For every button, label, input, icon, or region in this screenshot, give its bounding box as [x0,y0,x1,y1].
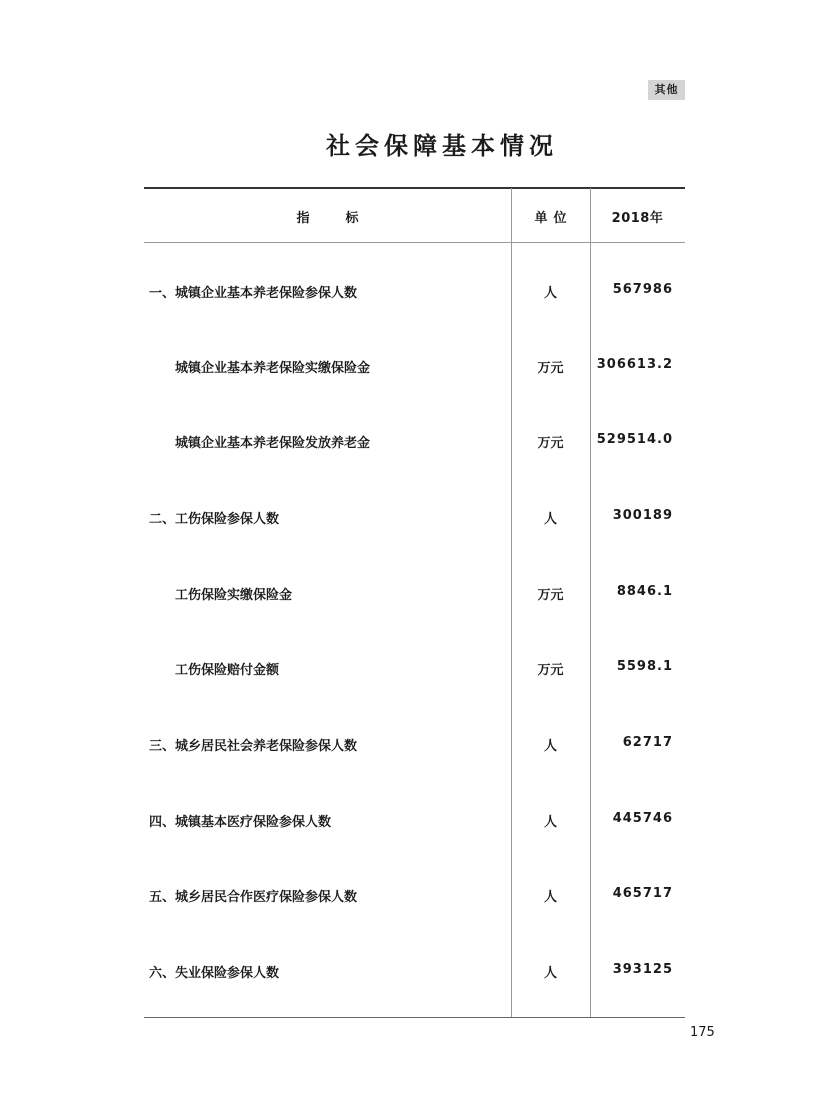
header-unit: 单位 [534,211,573,226]
row-value: 465717 [612,886,673,901]
row-unit: 人 [543,512,557,527]
row-unit: 人 [543,890,557,905]
table-row [144,432,685,452]
section-tag: 其他 [648,80,685,100]
row-unit: 万元 [537,361,564,376]
row-value: 529514.0 [596,432,673,447]
row-value: 5598.1 [616,659,673,674]
table-row [144,584,685,604]
page-number: 175 [690,1025,715,1040]
table-row [144,735,685,755]
row-value: 445746 [612,811,673,826]
row-unit: 人 [543,286,557,301]
row-indicator: 四、城镇基本医疗保险参保人数 [149,815,332,830]
table-bottom-rule [144,1017,685,1018]
row-unit: 人 [543,815,557,830]
row-indicator: 工伤保险赔付金额 [175,663,280,678]
row-indicator: 一、城镇企业基本养老保险参保人数 [149,286,358,301]
table-row [144,962,685,982]
row-value: 393125 [612,962,673,977]
table-top-rule [144,187,685,189]
page-title: 社会保障基本情况 [326,131,558,160]
row-value: 300189 [612,508,673,523]
row-unit: 万元 [537,436,564,451]
row-unit: 万元 [537,663,564,678]
row-indicator: 二、工伤保险参保人数 [149,512,280,527]
table-row [144,357,685,377]
row-indicator: 六、失业保险参保人数 [149,966,280,981]
row-indicator: 工伤保险实缴保险金 [175,588,293,603]
table-row [144,508,685,528]
row-indicator: 城镇企业基本养老保险实缴保险金 [175,361,371,376]
table-header-rule [144,242,685,243]
row-unit: 人 [543,966,557,981]
row-indicator: 城镇企业基本养老保险发放养老金 [175,436,371,451]
row-value: 62717 [622,735,673,750]
header-year: 2018年 [611,211,664,226]
table-row [144,282,685,302]
table-row [144,659,685,679]
row-indicator: 五、城乡居民合作医疗保险参保人数 [149,890,358,905]
header-indicator: 指标 [296,211,395,226]
table-row [144,811,685,831]
row-unit: 万元 [537,588,564,603]
row-unit: 人 [543,739,557,754]
row-value: 8846.1 [616,584,673,599]
row-indicator: 三、城乡居民社会养老保险参保人数 [149,739,358,754]
row-value: 567986 [612,282,673,297]
row-value: 306613.2 [596,357,673,372]
table-row [144,886,685,906]
